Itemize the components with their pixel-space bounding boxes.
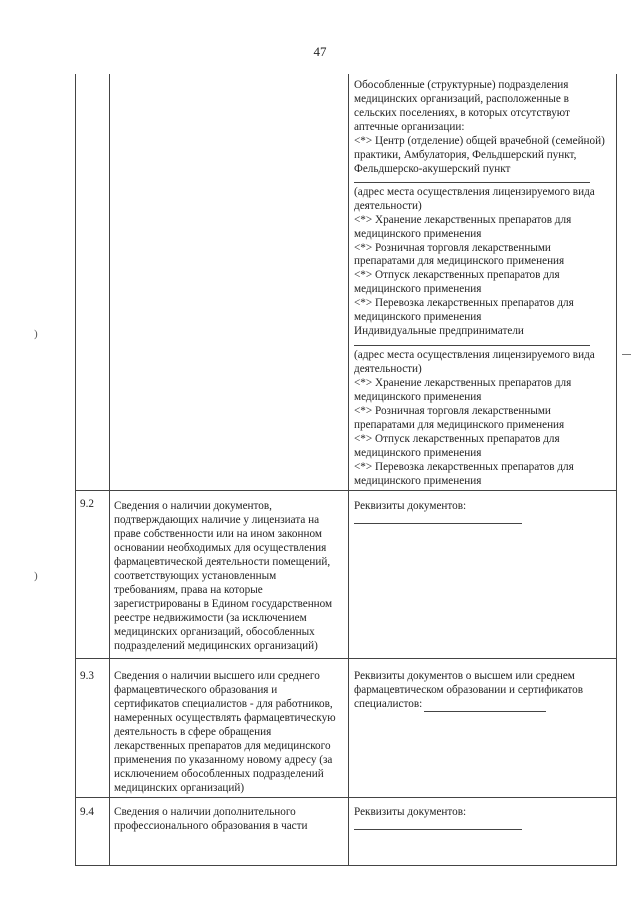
- text-line: <*> Перевозка лекарственных препаратов для: [354, 461, 574, 473]
- text-line: Сведения о наличии документов,: [114, 500, 272, 512]
- text-line: препаратами для медицинского применения: [354, 419, 565, 431]
- text-line: Реквизиты документов о высшем или среднем: [354, 670, 575, 682]
- address-underline-1: [354, 182, 590, 183]
- text-line: сертификатов специалистов - для работников,: [114, 698, 333, 710]
- row-number: 9.3: [80, 670, 94, 682]
- text-line: исключением обособленных подразделений: [114, 768, 324, 780]
- text-line: лекарственных препаратов для медицинского: [114, 740, 331, 752]
- text-line: намеренных осуществлять фармацевтическую: [114, 712, 336, 724]
- text-line: подтверждающих наличие у лицензиата на: [114, 514, 320, 526]
- requisites-underline: [354, 829, 522, 830]
- text-line: профессионального образования в части: [114, 820, 308, 832]
- text-line: медицинских организаций): [114, 782, 245, 794]
- text-line: фармацевтической деятельности помещений,: [114, 556, 331, 568]
- text-line: <*> Розничная торговля лекарственными: [354, 242, 551, 254]
- text-line: аптечные организации:: [354, 121, 465, 133]
- requisites-label: Реквизиты документов:: [354, 500, 467, 512]
- scan-mark: ): [34, 570, 38, 582]
- text-line: <*> Хранение лекарственных препаратов для: [354, 214, 572, 226]
- column-divider-2: [348, 74, 349, 866]
- text-line: медицинского применения: [354, 447, 482, 459]
- text-line: деятельности): [354, 200, 422, 212]
- text-line: медицинского применения: [354, 228, 482, 240]
- license-table: [75, 74, 617, 866]
- text-line: медицинского применения: [354, 391, 482, 403]
- text-line: зарегистрированы в Едином государственном: [114, 598, 333, 610]
- text-line: медицинских организаций, обособленных: [114, 626, 315, 638]
- text-line: основании необходимых для осуществления: [114, 542, 327, 554]
- text-line: деятельности): [354, 363, 422, 375]
- text-line: Сведения о наличии высшего или среднего: [114, 670, 320, 682]
- text-line: Обособленные (структурные) подразделения: [354, 79, 569, 91]
- scan-mark: [622, 354, 631, 355]
- page-number: 47: [313, 44, 327, 59]
- text-line: сельских поселениях, в которых отсутствуют: [354, 107, 570, 119]
- text-line: фармацевтическом образовании и сертификатов: [354, 684, 584, 696]
- column-divider-1: [109, 74, 110, 866]
- requisites-underline: [354, 523, 522, 524]
- text-line: медицинских организаций, расположенные в: [354, 93, 569, 105]
- text-line: медицинского применения: [354, 283, 482, 295]
- text-line: практики, Амбулатория, Фельдшерский пункт,: [354, 149, 577, 161]
- text-line: (адрес места осуществления лицензируемого вида: [354, 186, 595, 198]
- text-line: <*> Перевозка лекарственных препаратов для: [354, 297, 574, 309]
- text-line: <*> Центр (отделение) общей врачебной (семейной): [354, 135, 605, 147]
- text-line: применения по указанному новому адресу (за: [114, 754, 333, 766]
- row-number: 9.2: [80, 498, 94, 510]
- text-line: медицинского применения: [354, 311, 482, 323]
- text-line: реестре недвижимости (за исключением: [114, 612, 307, 624]
- row-divider-2: [76, 658, 616, 659]
- requisites-underline: [424, 711, 546, 712]
- text-line: <*> Отпуск лекарственных препаратов для: [354, 433, 560, 445]
- scan-mark: ): [34, 328, 38, 340]
- text-line: требованиям, права на которые: [114, 584, 263, 596]
- row-number: 9.4: [80, 806, 94, 818]
- text-line: Фельдшерско-акушерский пункт: [354, 163, 511, 175]
- address-underline-2: [354, 345, 590, 346]
- text-line: Индивидуальные предприниматели: [354, 325, 524, 337]
- text-line: <*> Хранение лекарственных препаратов для: [354, 377, 572, 389]
- row-divider-1: [76, 490, 616, 491]
- text-line: препаратами для медицинского применения: [354, 255, 565, 267]
- text-line: медицинского применения: [354, 475, 482, 487]
- text-line: подразделений медицинских организаций): [114, 640, 318, 652]
- text-line: <*> Отпуск лекарственных препаратов для: [354, 269, 560, 281]
- text-line: (адрес места осуществления лицензируемого вида: [354, 349, 595, 361]
- text-line: <*> Розничная торговля лекарственными: [354, 405, 551, 417]
- text-line: специалистов:: [354, 698, 423, 710]
- text-line: праве собственности или на ином законном: [114, 528, 322, 540]
- requisites-label: Реквизиты документов:: [354, 806, 467, 818]
- text-line: Сведения о наличии дополнительного: [114, 806, 296, 818]
- table-bottom-border: [76, 865, 616, 866]
- row-divider-3: [76, 797, 616, 798]
- text-line: фармацевтического образования и: [114, 684, 278, 696]
- text-line: деятельность в сфере обращения: [114, 726, 272, 738]
- text-line: соответствующих установленным: [114, 570, 277, 582]
